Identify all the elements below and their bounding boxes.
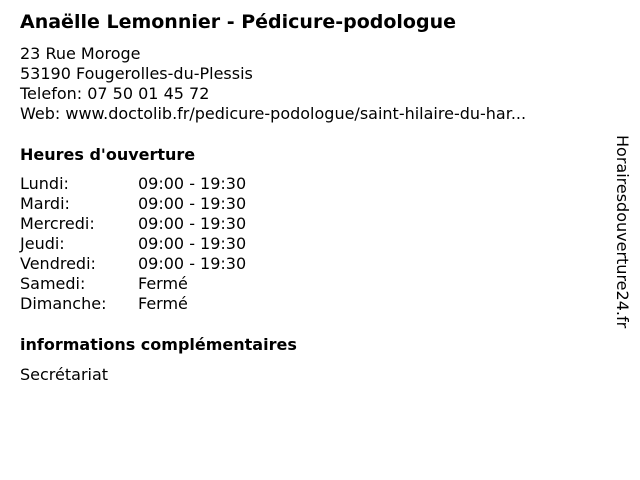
day-label: Samedi: bbox=[20, 274, 86, 293]
hours-row-friday bbox=[20, 254, 246, 274]
time-value: 09:00 - 19:30 bbox=[138, 254, 247, 273]
additional-info-text: Secrétariat bbox=[20, 365, 109, 384]
day-label: Dimanche: bbox=[20, 294, 107, 313]
hours-row-saturday bbox=[20, 274, 246, 294]
time-value: 09:00 - 19:30 bbox=[138, 234, 247, 253]
site-watermark: Horairesdouverture24.fr bbox=[613, 135, 632, 329]
day-label: Mercredi: bbox=[20, 214, 95, 233]
opening-hours-table bbox=[20, 174, 246, 314]
time-value: Fermé bbox=[138, 294, 188, 313]
hours-row-monday bbox=[20, 174, 246, 194]
city-address: 53190 Fougerolles-du-Plessis bbox=[20, 64, 253, 83]
day-label: Jeudi: bbox=[20, 234, 65, 253]
hours-row-thursday bbox=[20, 234, 246, 254]
street-address: 23 Rue Moroge bbox=[20, 44, 141, 63]
opening-hours-heading: Heures d'ouverture bbox=[20, 145, 196, 164]
time-value: 09:00 - 19:30 bbox=[138, 174, 247, 193]
hours-row-wednesday bbox=[20, 214, 246, 234]
hours-row-sunday bbox=[20, 294, 246, 314]
business-name: Anaëlle Lemonnier - Pédicure-podologue bbox=[20, 11, 456, 33]
time-value: Fermé bbox=[138, 274, 188, 293]
time-value: 09:00 - 19:30 bbox=[138, 194, 247, 213]
website-link[interactable]: Web: www.doctolib.fr/pedicure-podologue/saint-hilaire-du-har... bbox=[20, 104, 527, 123]
additional-info-heading: informations complémentaires bbox=[20, 335, 297, 354]
day-label: Vendredi: bbox=[20, 254, 96, 273]
phone-number[interactable]: Telefon: 07 50 01 45 72 bbox=[20, 84, 210, 103]
day-label: Lundi: bbox=[20, 174, 69, 193]
day-label: Mardi: bbox=[20, 194, 70, 213]
contact-block bbox=[20, 44, 526, 124]
hours-row-tuesday bbox=[20, 194, 246, 214]
time-value: 09:00 - 19:30 bbox=[138, 214, 247, 233]
